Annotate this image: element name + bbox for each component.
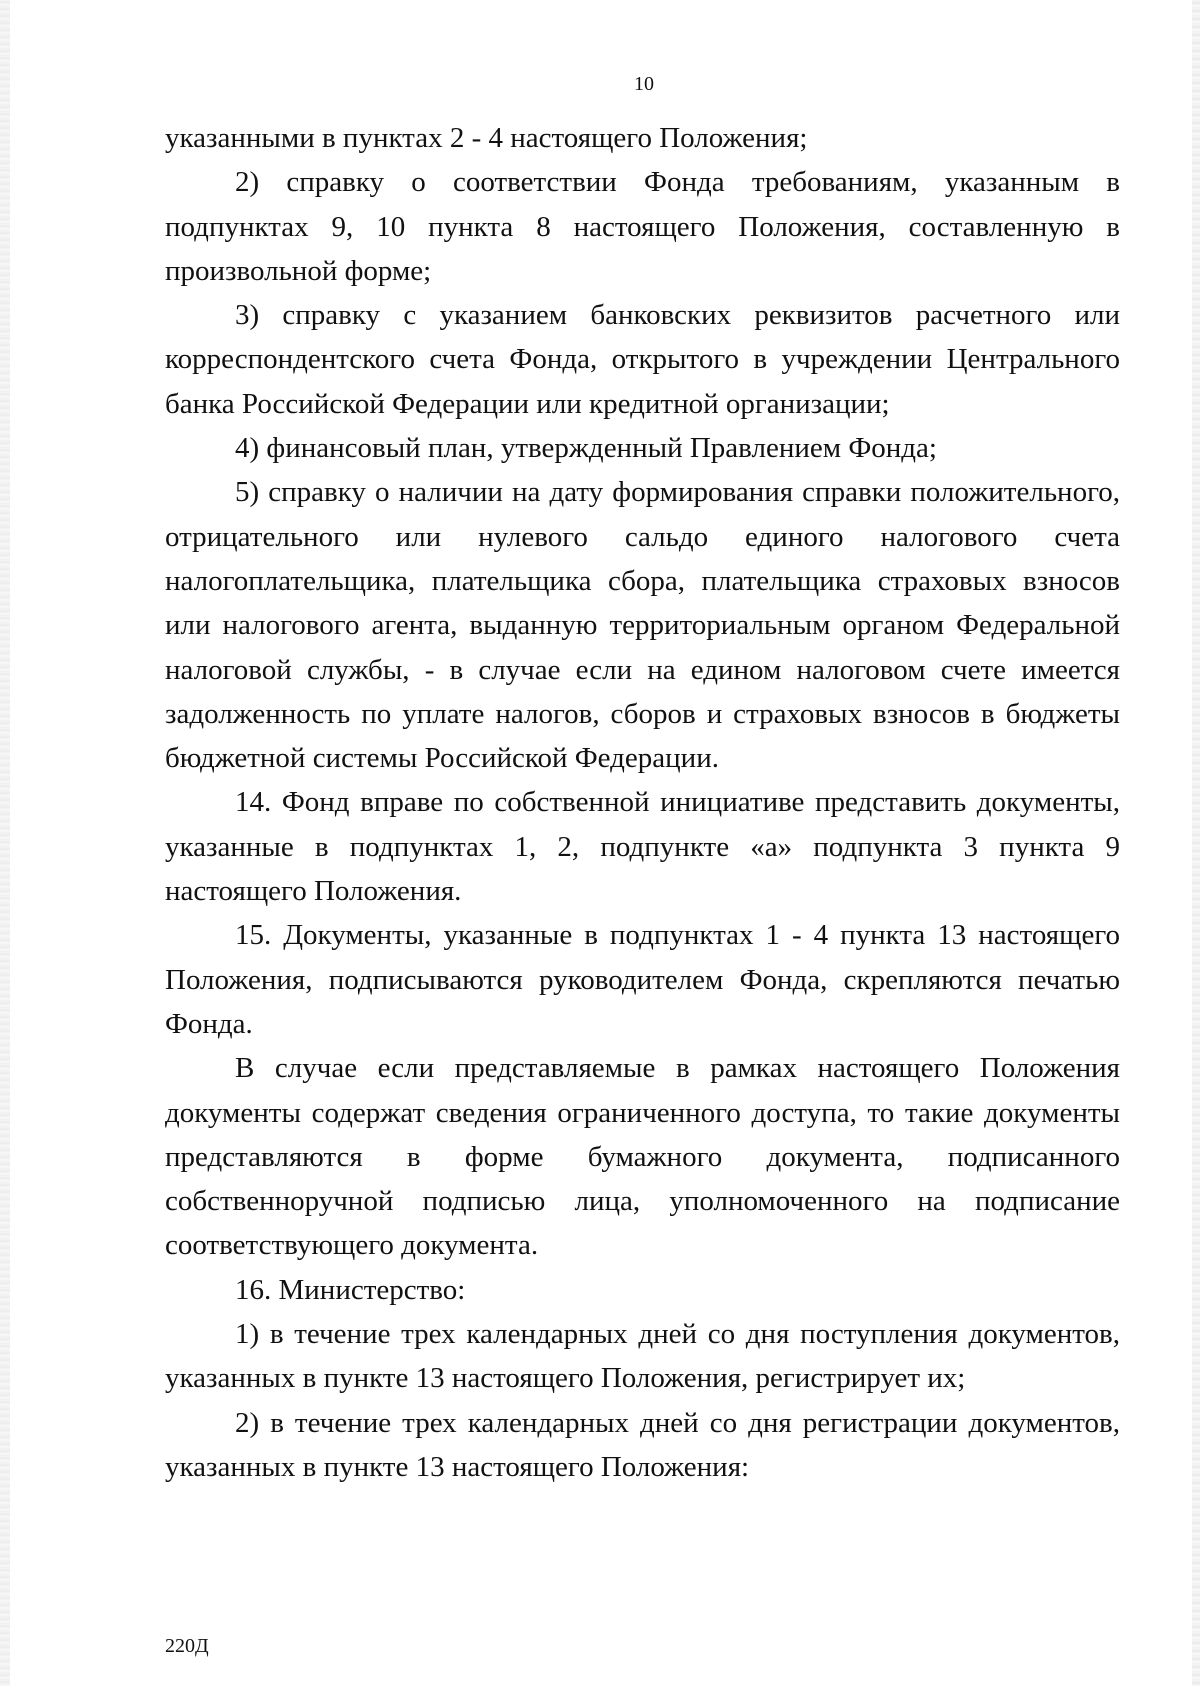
paragraph-continuation: указанными в пунктах 2 - 4 настоящего Положения;	[165, 122, 808, 154]
paragraph-item-2: 2) справку о соответствии Фонда требованиям, указанным в подпунктах 9, 10 пункта 8 настоящего Положения, составленную в произвольной форме;	[165, 166, 1120, 287]
paragraph-restricted-documents: В случае если представляемые в рамках настоящего Положения документы содержат сведения ограниченного доступа, то такие документы представляются в форме бумажного документа, подписанного собственноручной подписью лица, уполномоченного на подписание соответствующего документа.	[165, 1052, 1120, 1262]
paragraph-16-item-1: 1) в течение трех календарных дней со дня поступления документов, указанных в пункте 13 настоящего Положения, регистрирует их;	[165, 1318, 1120, 1395]
document-code: 220Д	[165, 1635, 209, 1657]
paragraph-15: 15. Документы, указанные в подпунктах 1 - 4 пункта 13 настоящего Положения, подписываются руководителем Фонда, скрепляются печатью Фонда.	[165, 919, 1120, 1040]
scan-edge-left	[0, 0, 10, 1686]
paragraph-16-item-2: 2) в течение трех календарных дней со дня регистрации документов, указанных в пункте 13 настоящего Положения:	[165, 1406, 1120, 1483]
paragraph-14: 14. Фонд вправе по собственной инициативе представить документы, указанные в подпунктах 1, 2, подпункте «а» подпункта 3 пункта 9 настоящего Положения.	[165, 786, 1120, 908]
scan-edge-right	[1192, 0, 1200, 1686]
paragraph-item-5: 5) справку о наличии на дату формирования справки положительного, отрицательного или нулевого сальдо единого налогового счета налогоплательщика, плательщика сбора, плательщика страховых взносов или налогового агента, выданную территориальным органом Федеральной налоговой службы, - в случае если на едином налоговом счете имеется задолженность по уплате налогов, сборов и страховых взносов в бюджеты бюджетной системы Российской Федерации.	[165, 476, 1120, 775]
paragraph-item-3: 3) справку с указанием банковских реквизитов расчетного или корреспондентского счета Фонда, открытого в учреждении Центрального банка Российской Федерации или кредитной организации;	[165, 299, 1120, 420]
paragraph-item-4: 4) финансовый план, утвержденный Правлением Фонда;	[235, 432, 937, 465]
paragraph-16-heading: 16. Министерство:	[235, 1273, 466, 1306]
page-number: 10	[634, 73, 654, 95]
document-body	[165, 116, 1120, 1489]
